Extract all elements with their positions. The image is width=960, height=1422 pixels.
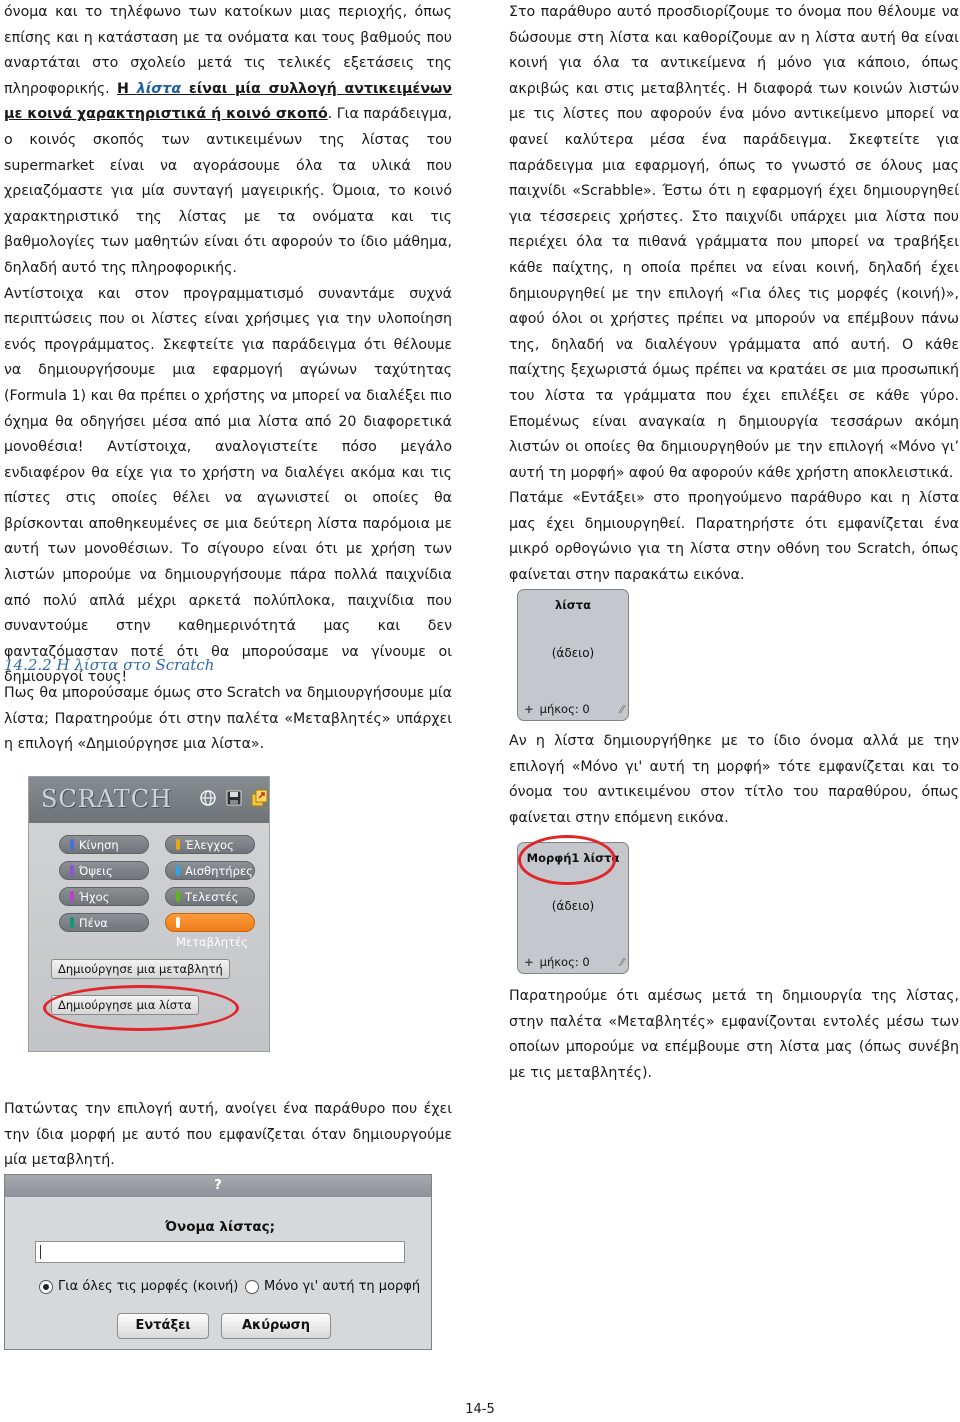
text: όνομα και το τηλέφωνο των κατοίκων μιας περιοχής, όπως επίσης και η κατάσταση με τα ονόματα και τους βαθμούς που αναρτάται στο σχολείο μετά τις τελικές εξετάσεις της πληροφορικής. [4,4,452,97]
paragraph: Αν η λίστα δημιουργήθηκε με το ίδιο όνομα αλλά με την επιλογή «Μόνο γι' αυτή τη μορφή» τότε εμφανίζεται και το όνομα του αντικειμένου στον τίτλο του παραθύρου, όπως φαίνεται στην επόμενη εικόνα. [509,733,959,826]
category-variables-button[interactable]: Μεταβλητές [165,913,255,932]
list-watcher-global[interactable] [517,589,629,721]
paragraph: Στο παράθυρο αυτό προσδιορίζουμε το όνομα που θέλουμε να δώσουμε στη λίστα και καθορίζουμε αν η λίστα αυτή θα είναι κοινή για όλα τα αντικείμενα ή μόνο για κάποιο, όπως ακριβώς και στις μεταβλητές. Η διαφορά των κοινών λιστών με τις λίστες που αφορούν ένα μόνο αντικείμενο μπορεί να φανεί καλύτερα μέσα ένα παράδειγμα. Σκεφτείτε για παράδειγμα μια εφαρμογή, όπως το γνωστό σε όλους μας παιχνίδι «Scrabble». Έστω ότι η εφαρμογή έχει δημιουργηθεί για τέσσερεις χρήστες. Στο παιχνίδι υπάρχει μια λίστα που περιέχει όλα τα πιθανά γράμματα που μπορεί να τραβήξει κάθε παίχτης, η οποία πρέπει να είναι κοινή, δηλαδή έχει δημιουργηθεί με την επιλογή «Για όλες τις μορφές (κοινή)», αφού όλοι οι χρήστες πρέπει να μπορούν να επέμβουν πάνω της, δηλαδή να διαλέγουν γράμματα από αυτή. Ο κάθε παίχτης ξεχωριστά όμως πρέπει να κρατάει σε μια προσωπική του λίστα τα γράμματα που έχει επιλέξει σε κάθε γύρο. Επομένως είναι αναγκαία η δημιουργία τεσσάρων ακόμη λιστών οι οποίες θα δημιουργηθούν με την επιλογή «Μόνο γι’ αυτή τη μορφή» αφού θα αφορούν κάθε χρήστη αποκλειστικά. [509,4,959,481]
list-watcher-title: λίστα [555,598,591,612]
radio-unselected-icon [245,1280,259,1294]
left-column [4,0,452,691]
list-watcher-title: Μορφή1 λίστα [526,851,620,865]
category-pen-button[interactable]: Πένα [59,913,149,932]
list-length: μήκος: 0 [539,955,590,969]
category-motion-button[interactable]: Κίνηση [59,835,149,854]
add-item-icon[interactable]: + [524,702,534,716]
paragraph: Πατάμε «Εντάξει» στο προηγούμενο παράθυρο και η λίστα μας έχει δημιουργηθεί. Παρατηρήστε ότι εμφανίζεται ένα μικρό ορθογώνιο για τη λίστα στην οθόνη του Scratch, όπως φαίνεται στην παρακάτω εικόνα. [509,490,959,584]
paragraph: Αντίστοιχα και στον προγραμματισμό συναντάμε συχνά περιπτώσεις που οι λίστες είναι χρήσιμες για την υλοποίηση ενός προγράμματος. Σκεφτείτε για παράδειγμα ότι θέλουμε να δημιουργήσουμε μια εφαρμογή αγώνων ταχύτητας (Formula 1) και θα πρέπει ο χρήστης να μπορεί να διαλέξει πιο όχημα θα οδηγήσει μέσα από μια λίστα από 20 διαφορετικά μονοθέσια! Αντίστοιχα, αναλογιστείτε πόσο μεγάλο ενδιαφέρον θα είχε για το χρήστη να διαλέγει ακόμα και τις πίστες στις οποίες θέλει να αγωνιστεί οι οποίες θα βρίσκονται αποθηκευμένες σε μια δεύτερη λίστα παρόμοια με αυτή των μονοθέσιων. Το σίγουρο είναι ότι με χρήση των λιστών μπορούμε να δημιουργήσουμε πάρα πολλά παιχνίδια από πολύ απλά μέχρι αρκετά πολύπλοκα, παιχνίδια που συναντούμε στην καθημερινότητά μας και δεν φανταζόμασταν ποτέ ότι θα μπορούσαμε να γίνουμε οι δημιουργοί τους! [4,285,452,686]
text-caret [40,1245,41,1259]
make-list-button[interactable]: Δημιούργησε μια λίστα [51,995,199,1015]
list-empty-text: (άδειο) [551,899,595,913]
scratch-palette-screenshot [28,776,270,1052]
highlight-circle [518,835,616,885]
list-length: μήκος: 0 [539,702,590,716]
resize-handle-icon[interactable]: ⁄⁄ [620,956,624,969]
list-empty-text: (άδειο) [551,646,595,660]
globe-icon[interactable] [199,789,217,807]
save-icon[interactable] [225,789,243,807]
paragraph [4,0,452,282]
category-control-button[interactable]: Έλεγχος [165,835,255,854]
list-name-input[interactable] [35,1241,405,1263]
category-operators-button[interactable]: Τελεστές [165,887,255,906]
radio-selected-icon [39,1280,53,1294]
share-icon[interactable] [251,789,269,807]
radio-all-sprites[interactable]: Για όλες τις μορφές (κοινή) [39,1279,238,1294]
radio-this-sprite-only[interactable]: Μόνο γι' αυτή τη μορφή [245,1279,420,1294]
scratch-header [29,777,269,823]
scratch-logo: SCRATCH [41,785,173,813]
category-sound-button[interactable]: Ήχος [59,887,149,906]
text: . Για παράδειγμα, ο κοινός σκοπός των αντικειμένων της λίστας του supermarket είναι να αγοράσουμε όλα τα υλικά που χρειαζόμαστε για μία συνταγή μαγειρικής. Όμοια, το κοινό χαρακτηριστικό της λίστας με τα ονόματα και τις βαθμολογίες των μαθητών είναι ότι αφορούν το ίδιο μάθημα, δηλαδή αυτό της πληροφορικής. [4,106,452,276]
page-number: 14-5 [465,1402,495,1417]
paragraph: Παρατηρούμε ότι αμέσως μετά τη δημιουργία της λίστας, στην παλέτα «Μεταβλητές» εμφανίζονται εντολές μέσω των οποίων μπορούμε να επέμβουμε στη λίστα μας (όπως συνέβη με τις μεταβλητές). [509,988,959,1081]
highlight-circle [43,985,239,1031]
paragraph: Πως θα μπορούσαμε όμως στο Scratch να δημιουργήσουμε μία λίστα; Παρατηρούμε ότι στην παλέτα «Μεταβλητές» υπάρχει η επιλογή «Δημιούργησε μια λίστα». [4,685,452,753]
category-sensing-button[interactable]: Αισθητήρες [165,861,255,880]
section-title: 14.2.2 Η λίστα στο Scratch [4,656,215,674]
list-watcher-footer [522,702,590,716]
add-item-icon[interactable]: + [524,955,534,969]
resize-handle-icon[interactable]: ⁄⁄ [620,703,624,716]
list-name-label: Όνομα λίστας; [165,1219,276,1235]
make-variable-button[interactable]: Δημιούργησε μια μεταβλητή [51,959,230,979]
list-watcher-footer [522,955,590,969]
paragraph: Πατώντας την επιλογή αυτή, ανοίγει ένα παράθυρο που έχει την ίδια μορφή με αυτό που εμφανίζεται όταν δημιουργούμε μία μεταβλητή. [4,1101,452,1169]
category-looks-button[interactable]: Όψεις [59,861,149,880]
dialog-titlebar: ? [5,1175,431,1197]
ok-button[interactable]: Εντάξει [117,1313,209,1339]
definition-highlight: Η λίστα είναι μία συλλογή αντικειμένων με κοινά χαρακτηριστικά ή κοινό σκοπό [4,80,452,123]
cancel-button[interactable]: Ακύρωση [221,1313,331,1339]
right-column [509,0,959,589]
new-list-dialog [4,1174,432,1350]
